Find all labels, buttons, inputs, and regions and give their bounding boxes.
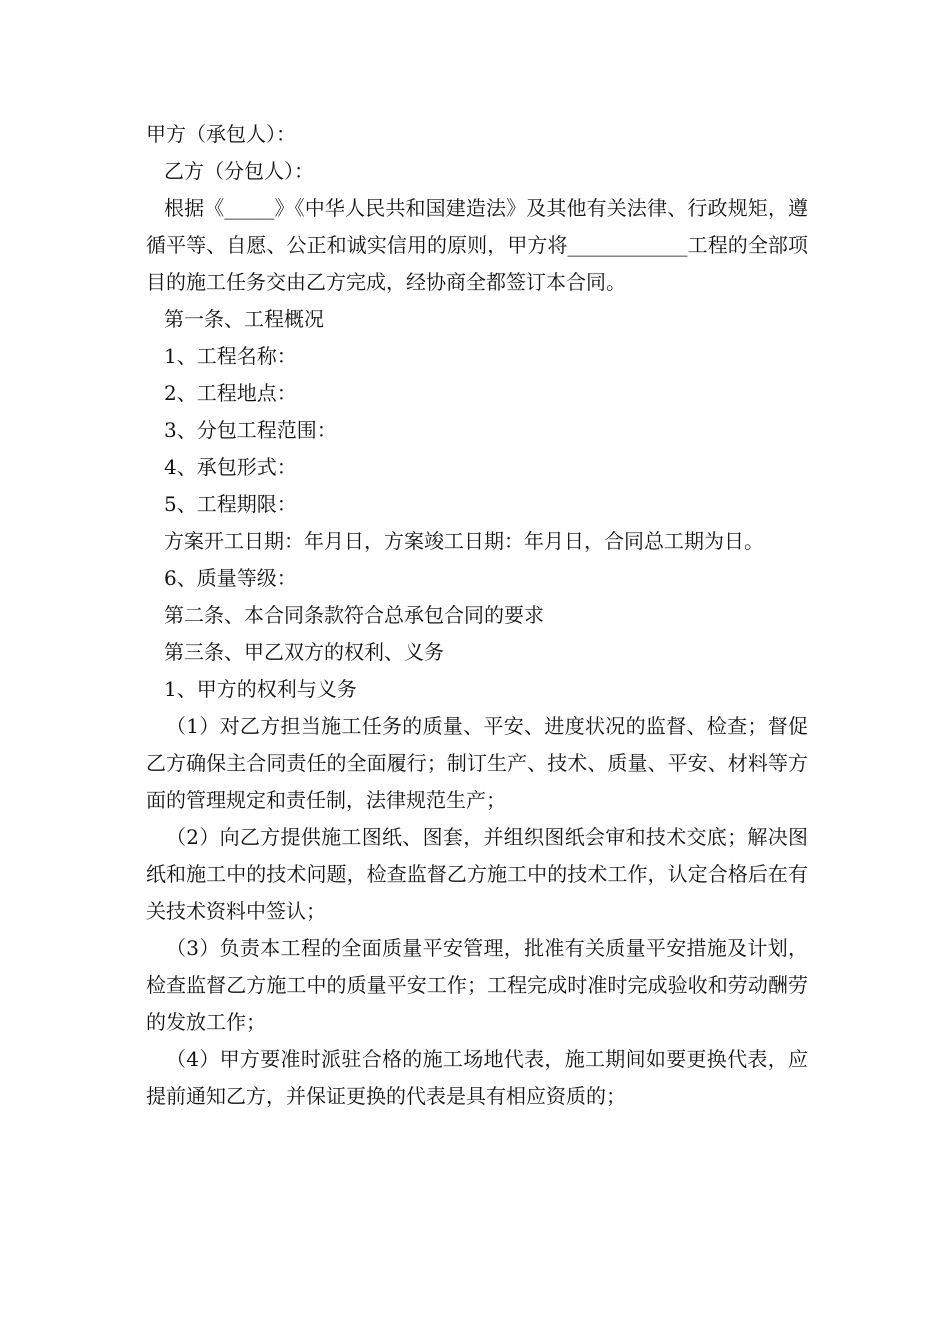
clause-3-paragraph: （3）负责本工程的全面质量平安管理，批准有关质量平安措施及计划，检查监督乙方施工中的质量平安工作；工程完成时准时完成验收和劳动酬劳的发放工作；: [146, 936, 808, 1034]
project-location-line: 2、工程地点：: [164, 381, 297, 405]
party-a-line: 甲方（承包人）：: [146, 122, 296, 146]
contract-form-line: 4、承包形式：: [164, 455, 297, 479]
clause-1-paragraph: （1）对乙方担当施工任务的质量、平安、进度状况的监督、检查；督促乙方确保主合同责任的全面履行；制订生产、技术、质量、平安、材料等方面的管理规定和责任制，法律规范生产；: [146, 714, 808, 812]
quality-grade-line: 6、质量等级：: [164, 566, 297, 590]
clause-4-paragraph: （4）甲方要准时派驻合格的施工场地代表，施工期间如要更换代表，应提前通知乙方，并保证更换的代表是具有相应资质的；: [146, 1047, 808, 1108]
project-name-line: 1、工程名称：: [164, 344, 297, 368]
project-period-line: 5、工程期限：: [164, 492, 297, 516]
clause-2-paragraph: （2）向乙方提供施工图纸、图套，并组织图纸会审和技术交底；解决图纸和施工中的技术问题，检查监督乙方施工中的技术工作，认定合格后在有关技术资料中签认；: [146, 825, 808, 923]
schedule-paragraph: 方案开工日期：年月日，方案竣工日期：年月日，合同总工期为日。: [164, 529, 764, 553]
article-3-heading: 第三条、甲乙双方的权利、义务: [164, 640, 444, 664]
article-2-heading: 第二条、本合同条款符合总承包合同的要求: [164, 603, 544, 627]
article-1-heading: 第一条、工程概况: [164, 307, 324, 331]
party-a-rights-heading: 1、甲方的权利与义务: [164, 677, 357, 701]
party-b-line: 乙方（分包人）：: [164, 159, 314, 183]
preamble-paragraph: 根据《_____》《中华人民共和国建造法》及其他有关法律、行政规矩，遵循平等、自愿、公正和诚实信用的原则，甲方将____________工程的全部项目的施工任务交由乙方完成，经协商全都签订本合同。: [146, 196, 808, 294]
document-body: [146, 116, 808, 1115]
subcontract-scope-line: 3、分包工程范围：: [164, 418, 337, 442]
